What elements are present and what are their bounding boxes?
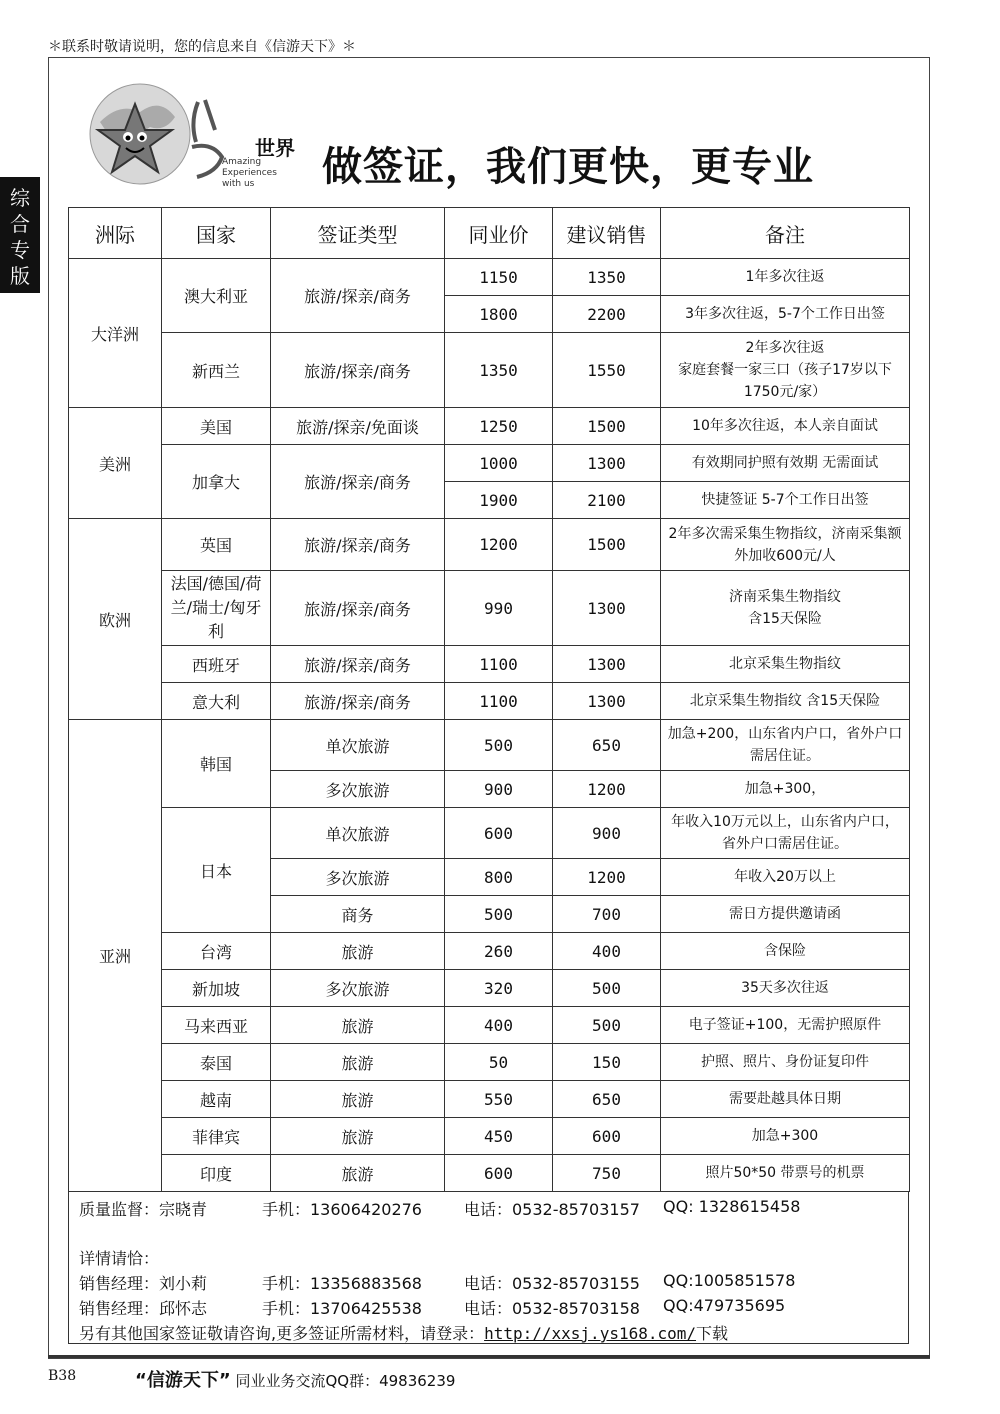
quality-phone: 电话：0532-85703157 <box>464 1200 640 1219</box>
region-cell: 欧洲 <box>69 519 162 720</box>
price-cell: 1800 <box>445 296 553 333</box>
country-cell: 新加坡 <box>162 970 271 1007</box>
country-cell: 泰国 <box>162 1044 271 1081</box>
visa-type-cell: 商务 <box>271 896 445 933</box>
note-cell: 需要赴越具体日期 <box>661 1081 910 1118</box>
detail-label: 详情请恰： <box>79 1249 160 1268</box>
visa-type-cell: 多次旅游 <box>271 771 445 808</box>
sale-cell: 700 <box>553 896 661 933</box>
visa-type-cell: 旅游/探亲/商务 <box>271 333 445 408</box>
visa-type-cell: 旅游/探亲/商务 <box>271 646 445 683</box>
contact-block <box>68 1192 909 1344</box>
download-text: 下载 <box>696 1324 729 1343</box>
note-cell: 照片50*50 带票号的机票 <box>661 1155 910 1192</box>
visa-type-cell: 旅游 <box>271 1155 445 1192</box>
table-row <box>69 519 910 571</box>
country-cell: 西班牙 <box>162 646 271 683</box>
sale-cell: 1350 <box>553 259 661 296</box>
price-cell: 600 <box>445 1155 553 1192</box>
more-info-text: 另有其他国家签证敬请咨询,更多签证所需材料，请登录： <box>79 1324 485 1343</box>
price-cell: 400 <box>445 1007 553 1044</box>
sale-cell: 1200 <box>553 771 661 808</box>
visa-type-cell: 旅游/探亲/免面谈 <box>271 408 445 445</box>
table-row <box>69 1118 910 1155</box>
column-header: 备注 <box>661 208 910 259</box>
country-cell: 加拿大 <box>162 445 271 519</box>
table-row <box>69 445 910 482</box>
visa-type-cell: 旅游/探亲/商务 <box>271 571 445 646</box>
table-row <box>69 408 910 445</box>
page-title: 做签证，我们更快，更专业 <box>322 144 814 190</box>
visa-type-cell: 单次旅游 <box>271 720 445 771</box>
column-header: 签证类型 <box>271 208 445 259</box>
table-row <box>69 683 910 720</box>
quality-mobile: 手机：13606420276 <box>262 1200 422 1219</box>
note-cell: 加急+200，山东省内户口，省外户口需居住证。 <box>661 720 910 771</box>
sale-cell: 1300 <box>553 683 661 720</box>
section-tab-char: 综 <box>10 186 30 210</box>
visa-type-cell: 旅游/探亲/商务 <box>271 259 445 333</box>
table-row <box>69 571 910 646</box>
note-cell: 加急+300 <box>661 1118 910 1155</box>
visa-type-cell: 旅游 <box>271 933 445 970</box>
table-row <box>69 259 910 296</box>
logo-tagline: Amazing Experiences with us <box>222 157 277 189</box>
footer-text <box>135 1366 455 1392</box>
price-cell: 1900 <box>445 482 553 519</box>
note-cell: 1年多次往返 <box>661 259 910 296</box>
note-cell: 北京采集生物指纹 含15天保险 <box>661 683 910 720</box>
sale-cell: 1500 <box>553 519 661 571</box>
footer-qq-group: 同业业务交流QQ群：49836239 <box>235 1372 456 1390</box>
note-cell: 护照、照片、身份证复印件 <box>661 1044 910 1081</box>
table-row <box>69 933 910 970</box>
sale-cell: 2100 <box>553 482 661 519</box>
sale-cell: 1300 <box>553 445 661 482</box>
visa-type-cell: 旅游/探亲/商务 <box>271 445 445 519</box>
region-cell: 美洲 <box>69 408 162 519</box>
note-cell: 2年多次需采集生物指纹，济南采集额外加收600元/人 <box>661 519 910 571</box>
logo-text: 世界 <box>255 136 295 160</box>
table-row <box>69 646 910 683</box>
price-cell: 1250 <box>445 408 553 445</box>
table-row <box>69 1081 910 1118</box>
visa-price-table <box>68 207 910 1192</box>
table-row <box>69 1044 910 1081</box>
note-cell: 10年多次往返，本人亲自面试 <box>661 408 910 445</box>
visa-type-cell: 旅游/探亲/商务 <box>271 519 445 571</box>
country-cell: 英国 <box>162 519 271 571</box>
section-tab-char: 专 <box>10 238 30 262</box>
sale-cell: 500 <box>553 1007 661 1044</box>
visa-type-cell: 多次旅游 <box>271 970 445 1007</box>
table-row <box>69 970 910 1007</box>
price-cell: 1100 <box>445 683 553 720</box>
visa-type-cell: 单次旅游 <box>271 808 445 859</box>
sale-cell: 600 <box>553 1118 661 1155</box>
sale-cell: 650 <box>553 1081 661 1118</box>
manager-name: 销售经理：刘小莉 <box>79 1274 208 1293</box>
sale-cell: 1550 <box>553 333 661 408</box>
price-cell: 1150 <box>445 259 553 296</box>
table-row <box>69 1007 910 1044</box>
sale-cell: 1300 <box>553 646 661 683</box>
region-cell: 亚洲 <box>69 720 162 1192</box>
manager-qq: QQ:479735695 <box>663 1296 786 1315</box>
note-cell: 加急+300， <box>661 771 910 808</box>
note-cell: 35天多次往返 <box>661 970 910 1007</box>
country-cell: 澳大利亚 <box>162 259 271 333</box>
price-cell: 500 <box>445 720 553 771</box>
quality-supervisor: 质量监督：宗晓青 <box>79 1200 208 1219</box>
column-header: 国家 <box>162 208 271 259</box>
manager-name: 销售经理：邱怀志 <box>79 1299 208 1318</box>
price-cell: 500 <box>445 896 553 933</box>
note-cell: 含保险 <box>661 933 910 970</box>
sale-cell: 1300 <box>553 571 661 646</box>
price-cell: 450 <box>445 1118 553 1155</box>
more-info <box>79 1321 728 1344</box>
price-cell: 1100 <box>445 646 553 683</box>
footer-divider <box>48 1355 930 1358</box>
download-link[interactable]: http://xxsj.ys168.com/ <box>484 1324 697 1343</box>
region-cell: 大洋洲 <box>69 259 162 408</box>
table-row <box>69 808 910 859</box>
note-cell: 年收入20万以上 <box>661 859 910 896</box>
price-cell: 900 <box>445 771 553 808</box>
visa-type-cell: 旅游/探亲/商务 <box>271 683 445 720</box>
country-cell: 韩国 <box>162 720 271 808</box>
country-cell: 意大利 <box>162 683 271 720</box>
note-cell: 有效期同护照有效期 无需面试 <box>661 445 910 482</box>
price-cell: 990 <box>445 571 553 646</box>
manager-qq: QQ:1005851578 <box>663 1271 796 1290</box>
price-cell: 1000 <box>445 445 553 482</box>
table-header-row <box>69 208 910 259</box>
table-row <box>69 333 910 408</box>
visa-type-cell: 旅游 <box>271 1081 445 1118</box>
table-row <box>69 1155 910 1192</box>
price-cell: 550 <box>445 1081 553 1118</box>
section-tab <box>0 177 40 293</box>
note-cell: 快捷签证 5-7个工作日出签 <box>661 482 910 519</box>
sale-cell: 1500 <box>553 408 661 445</box>
price-cell: 800 <box>445 859 553 896</box>
column-header: 洲际 <box>69 208 162 259</box>
price-cell: 1200 <box>445 519 553 571</box>
sale-cell: 2200 <box>553 296 661 333</box>
country-cell: 印度 <box>162 1155 271 1192</box>
country-cell: 新西兰 <box>162 333 271 408</box>
price-cell: 50 <box>445 1044 553 1081</box>
manager-phone: 电话：0532-85703155 <box>464 1274 640 1293</box>
table-row <box>69 720 910 771</box>
column-header: 建议销售 <box>553 208 661 259</box>
note-cell: 3年多次往返，5-7个工作日出签 <box>661 296 910 333</box>
visa-type-cell: 旅游 <box>271 1118 445 1155</box>
note-cell: 电子签证+100，无需护照原件 <box>661 1007 910 1044</box>
sale-cell: 900 <box>553 808 661 859</box>
price-cell: 600 <box>445 808 553 859</box>
sale-cell: 400 <box>553 933 661 970</box>
note-cell: 济南采集生物指纹 含15天保险 <box>661 571 910 646</box>
visa-type-cell: 多次旅游 <box>271 859 445 896</box>
visa-type-cell: 旅游 <box>271 1044 445 1081</box>
country-cell: 美国 <box>162 408 271 445</box>
price-cell: 260 <box>445 933 553 970</box>
manager-phone: 电话：0532-85703158 <box>464 1299 640 1318</box>
sale-cell: 650 <box>553 720 661 771</box>
visa-type-cell: 旅游 <box>271 1007 445 1044</box>
country-cell: 日本 <box>162 808 271 933</box>
top-note: ＊联系时敬请说明，您的信息来自《信游天下》＊ <box>48 39 356 55</box>
country-cell: 法国/德国/荷兰/瑞士/匈牙利 <box>162 571 271 646</box>
note-cell: 北京采集生物指纹 <box>661 646 910 683</box>
sale-cell: 1200 <box>553 859 661 896</box>
sale-cell: 750 <box>553 1155 661 1192</box>
note-cell: 2年多次往返 家庭套餐一家三口（孩子17岁以下1750元/家） <box>661 333 910 408</box>
country-cell: 台湾 <box>162 933 271 970</box>
sale-cell: 500 <box>553 970 661 1007</box>
country-cell: 马来西亚 <box>162 1007 271 1044</box>
quality-qq: QQ: 1328615458 <box>663 1197 801 1216</box>
country-cell: 菲律宾 <box>162 1118 271 1155</box>
price-cell: 320 <box>445 970 553 1007</box>
note-cell: 年收入10万元以上，山东省内户口，省外户口需居住证。 <box>661 808 910 859</box>
note-cell: 需日方提供邀请函 <box>661 896 910 933</box>
column-header: 同业价 <box>445 208 553 259</box>
manager-mobile: 手机：13706425538 <box>262 1299 422 1318</box>
section-tab-char: 合 <box>10 212 30 236</box>
section-tab-char: 版 <box>10 264 30 288</box>
footer-brand: “信游天下” <box>135 1370 231 1391</box>
sale-cell: 150 <box>553 1044 661 1081</box>
page-number: B38 <box>48 1368 77 1384</box>
price-cell: 1350 <box>445 333 553 408</box>
manager-mobile: 手机：13356883568 <box>262 1274 422 1293</box>
country-cell: 越南 <box>162 1081 271 1118</box>
